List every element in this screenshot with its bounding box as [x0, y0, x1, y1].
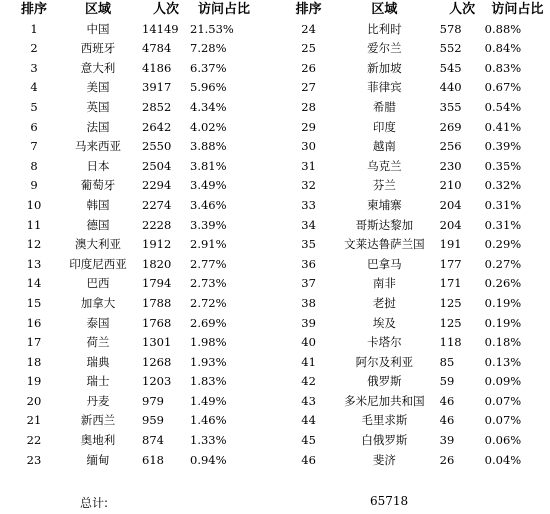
table-body	[14, 20, 258, 471]
visits-cell: 1788	[142, 295, 172, 310]
ranking-table-left	[14, 0, 258, 470]
region-cell: 阿尔及利亚	[355, 354, 414, 369]
rank-cell: 37	[301, 276, 316, 291]
rank-cell: 42	[301, 374, 316, 389]
region-cell: 希腊	[372, 99, 396, 114]
table-row	[288, 216, 550, 236]
region-cell: 菲律宾	[367, 80, 402, 95]
visits-cell: 2504	[142, 158, 172, 173]
share-cell: 0.07%	[484, 413, 522, 428]
table-row	[288, 255, 550, 275]
share-cell: 0.67%	[484, 80, 522, 95]
visits-cell: 1301	[142, 335, 172, 350]
share-cell: 0.94%	[190, 452, 227, 467]
share-cell: 0.09%	[484, 374, 522, 389]
rank-cell: 7	[30, 139, 38, 154]
rank-cell: 11	[26, 217, 42, 232]
region-cell: 法国	[86, 119, 110, 134]
visits-cell: 979	[142, 393, 164, 408]
rank-cell: 24	[301, 21, 316, 36]
region-cell: 西班牙	[80, 41, 116, 56]
visits-cell: 578	[439, 21, 462, 36]
rank-cell: 39	[301, 315, 316, 330]
visits-cell: 545	[439, 60, 462, 75]
share-cell: 0.32%	[484, 178, 522, 193]
table-row	[14, 39, 258, 59]
visits-cell: 256	[439, 139, 462, 154]
table-row	[288, 98, 550, 118]
rank-cell: 20	[26, 393, 42, 408]
table-row	[288, 59, 550, 79]
visits-cell: 2852	[142, 99, 172, 114]
table-row	[288, 294, 550, 314]
share-cell: 3.49%	[190, 178, 227, 193]
rank-cell: 10	[26, 197, 42, 212]
rank-cell: 8	[30, 158, 38, 173]
share-cell: 0.19%	[484, 315, 522, 330]
visits-cell: 959	[142, 413, 164, 428]
header-share: 访问占比	[491, 2, 544, 17]
visits-cell: 59	[439, 374, 455, 389]
region-cell: 马来西亚	[75, 139, 121, 154]
rank-cell: 25	[301, 41, 316, 56]
rank-cell: 26	[301, 60, 316, 75]
table-row	[14, 274, 258, 294]
rank-cell: 41	[301, 354, 316, 369]
table-row	[288, 451, 550, 471]
total-value: 65718	[370, 494, 409, 508]
region-cell: 巴拿马	[367, 256, 402, 271]
visits-cell: 2274	[142, 197, 172, 212]
table-row	[14, 196, 258, 216]
rank-cell: 35	[301, 237, 316, 252]
region-cell: 越南	[372, 139, 396, 154]
rank-cell: 34	[301, 217, 316, 232]
visits-cell: 4186	[142, 60, 172, 75]
table-row	[14, 59, 258, 79]
table-row	[288, 372, 550, 392]
table-row	[288, 235, 550, 255]
region-cell: 印度	[372, 119, 396, 134]
share-cell: 0.54%	[484, 99, 522, 114]
region-cell: 比利时	[367, 21, 402, 36]
share-cell: 0.06%	[484, 433, 522, 448]
table-row	[288, 157, 550, 177]
visits-cell: 177	[439, 256, 462, 271]
header-visits: 人次	[449, 2, 476, 17]
visits-cell: 171	[439, 276, 462, 291]
region-cell: 柬埔寨	[367, 197, 402, 212]
region-cell: 澳大利亚	[75, 237, 121, 252]
share-cell: 0.18%	[484, 335, 522, 350]
visits-cell: 1820	[142, 256, 172, 271]
header-region: 区域	[371, 2, 398, 17]
region-cell: 泰国	[86, 315, 110, 330]
share-cell: 0.31%	[484, 197, 522, 212]
share-cell: 2.72%	[190, 295, 227, 310]
share-cell: 7.28%	[190, 41, 227, 56]
share-cell: 0.31%	[484, 217, 522, 232]
region-cell: 韩国	[86, 197, 110, 212]
region-cell: 巴西	[86, 276, 110, 291]
region-cell: 中国	[86, 21, 110, 36]
visits-cell: 3917	[142, 80, 172, 95]
table-row	[288, 118, 550, 138]
table-row	[14, 216, 258, 236]
region-cell: 卡塔尔	[367, 335, 402, 350]
region-cell: 白俄罗斯	[361, 433, 408, 448]
table-row	[14, 392, 258, 412]
share-cell: 0.88%	[484, 21, 522, 36]
region-cell: 缅甸	[86, 452, 110, 467]
visits-cell: 2228	[142, 217, 172, 232]
share-cell: 1.93%	[190, 354, 227, 369]
rank-cell: 12	[26, 237, 42, 252]
header-share: 访问占比	[197, 2, 250, 17]
visits-cell: 1768	[142, 315, 172, 330]
share-cell: 0.39%	[484, 139, 522, 154]
table-row	[288, 78, 550, 98]
rank-cell: 19	[26, 374, 42, 389]
visits-cell: 269	[439, 119, 462, 134]
visits-cell: 26	[439, 452, 455, 467]
table-row	[14, 314, 258, 334]
region-cell: 英国	[86, 99, 110, 114]
table-row	[288, 274, 550, 294]
table-row	[288, 314, 550, 334]
visits-cell: 355	[439, 99, 462, 114]
region-cell: 南非	[372, 276, 396, 291]
region-cell: 日本	[86, 158, 110, 173]
region-cell: 荷兰	[86, 335, 110, 350]
region-cell: 德国	[86, 217, 110, 232]
header-rank: 排序	[20, 2, 47, 17]
total-label: 总计:	[80, 496, 109, 510]
share-cell: 0.27%	[484, 256, 522, 271]
visits-cell: 191	[439, 237, 462, 252]
rank-cell: 5	[30, 99, 38, 114]
rank-cell: 1	[30, 21, 38, 36]
table-row	[14, 451, 258, 471]
rank-cell: 16	[26, 315, 42, 330]
table-row	[288, 431, 550, 451]
rank-cell: 29	[301, 119, 316, 134]
share-cell: 3.81%	[190, 158, 227, 173]
rank-cell: 9	[30, 178, 38, 193]
rank-cell: 28	[301, 99, 316, 114]
visits-cell: 2642	[142, 119, 172, 134]
region-cell: 新西兰	[80, 413, 116, 428]
region-cell: 爱尔兰	[367, 41, 402, 56]
region-cell: 多米尼加共和国	[344, 393, 425, 408]
region-cell: 美国	[86, 80, 110, 95]
rank-cell: 44	[301, 413, 316, 428]
rank-cell: 27	[301, 80, 316, 95]
share-cell: 0.13%	[484, 354, 522, 369]
table-row	[288, 333, 550, 353]
visits-cell: 39	[439, 433, 455, 448]
rank-cell: 33	[301, 197, 316, 212]
visits-cell: 204	[439, 197, 462, 212]
share-cell: 2.91%	[190, 237, 227, 252]
table-row	[14, 78, 258, 98]
visits-cell: 440	[439, 80, 462, 95]
share-cell: 4.02%	[190, 119, 227, 134]
region-cell: 加拿大	[80, 295, 116, 310]
visits-cell: 2294	[142, 178, 172, 193]
region-cell: 文莱达鲁萨兰国	[344, 237, 425, 252]
visits-cell: 46	[439, 393, 455, 408]
share-cell: 0.19%	[484, 295, 522, 310]
region-cell: 葡萄牙	[80, 178, 116, 193]
share-cell: 3.39%	[190, 217, 227, 232]
rank-cell: 36	[301, 256, 316, 271]
region-cell: 俄罗斯	[367, 374, 402, 389]
table-row	[14, 157, 258, 177]
ranking-table-right	[288, 0, 550, 470]
share-cell: 0.84%	[484, 41, 522, 56]
table-row	[14, 333, 258, 353]
region-cell: 老挝	[372, 295, 396, 310]
visits-cell: 125	[439, 295, 462, 310]
table-row	[14, 294, 258, 314]
visits-cell: 552	[439, 41, 462, 56]
region-cell: 意大利	[80, 60, 116, 75]
share-cell: 2.73%	[190, 276, 227, 291]
rank-cell: 14	[26, 276, 42, 291]
table-row	[14, 353, 258, 373]
table-row	[288, 137, 550, 157]
table-row	[14, 255, 258, 275]
share-cell: 3.88%	[190, 139, 227, 154]
region-cell: 芬兰	[372, 178, 396, 193]
visits-cell: 2550	[142, 139, 172, 154]
table-row	[14, 372, 258, 392]
table-row	[288, 411, 550, 431]
region-cell: 新加坡	[367, 60, 402, 75]
rank-cell: 18	[26, 354, 42, 369]
visits-cell: 210	[439, 178, 462, 193]
rank-cell: 40	[301, 335, 316, 350]
rank-cell: 15	[26, 295, 42, 310]
rank-cell: 43	[301, 393, 316, 408]
region-cell: 斐济	[372, 452, 396, 467]
region-cell: 埃及	[372, 315, 396, 330]
table-row	[288, 176, 550, 196]
visits-cell: 118	[439, 335, 462, 350]
rank-cell: 45	[301, 433, 316, 448]
share-cell: 0.07%	[484, 393, 522, 408]
region-cell: 瑞士	[86, 374, 110, 389]
visits-cell: 1912	[142, 237, 172, 252]
visits-cell: 1794	[142, 276, 172, 291]
table-body	[288, 20, 550, 471]
share-cell: 4.34%	[190, 99, 227, 114]
region-cell: 乌克兰	[367, 158, 402, 173]
share-cell: 2.69%	[190, 315, 227, 330]
share-cell: 0.04%	[484, 452, 522, 467]
share-cell: 5.96%	[190, 80, 227, 95]
rank-cell: 6	[30, 119, 38, 134]
rank-cell: 21	[26, 413, 42, 428]
share-cell: 1.98%	[190, 335, 227, 350]
region-cell: 丹麦	[86, 393, 110, 408]
rank-cell: 32	[301, 178, 316, 193]
table-row	[14, 235, 258, 255]
header-region: 区域	[84, 2, 111, 17]
rank-cell: 31	[301, 158, 316, 173]
table-row	[14, 118, 258, 138]
share-cell: 1.83%	[190, 374, 227, 389]
header-visits: 人次	[152, 2, 179, 17]
table-row	[288, 39, 550, 59]
rank-cell: 17	[26, 335, 42, 350]
visits-cell: 1268	[142, 354, 172, 369]
region-cell: 奥地利	[80, 433, 116, 448]
share-cell: 3.46%	[190, 197, 227, 212]
visits-cell: 85	[439, 354, 455, 369]
region-cell: 瑞典	[86, 354, 110, 369]
share-cell: 2.77%	[190, 256, 227, 271]
region-cell: 毛里求斯	[361, 413, 408, 428]
share-cell: 1.46%	[190, 413, 227, 428]
visits-cell: 4784	[142, 41, 172, 56]
region-cell: 哥斯达黎加	[355, 217, 414, 232]
share-cell: 0.29%	[484, 237, 522, 252]
share-cell: 0.41%	[484, 119, 522, 134]
visits-cell: 14149	[142, 21, 179, 36]
table-row	[288, 353, 550, 373]
table-row	[288, 20, 550, 40]
share-cell: 0.35%	[484, 158, 522, 173]
table-row	[288, 196, 550, 216]
table-row	[14, 176, 258, 196]
table-row	[14, 98, 258, 118]
rank-cell: 13	[26, 256, 42, 271]
table-row	[14, 137, 258, 157]
rank-cell: 4	[30, 80, 38, 95]
rank-cell: 22	[26, 433, 42, 448]
share-cell: 21.53%	[190, 21, 234, 36]
share-cell: 1.49%	[190, 393, 227, 408]
visits-cell: 125	[439, 315, 462, 330]
table-row	[288, 392, 550, 412]
rank-cell: 23	[26, 452, 42, 467]
share-cell: 6.37%	[190, 60, 227, 75]
rank-cell: 2	[30, 41, 38, 56]
visits-cell: 1203	[142, 374, 172, 389]
rank-cell: 38	[301, 295, 316, 310]
visits-cell: 618	[142, 452, 164, 467]
rank-cell: 46	[301, 452, 316, 467]
share-cell: 0.83%	[484, 60, 522, 75]
header-row	[288, 0, 550, 20]
share-cell: 0.26%	[484, 276, 522, 291]
region-cell: 印度尼西亚	[69, 256, 127, 271]
table-row	[14, 431, 258, 451]
visits-cell: 204	[439, 217, 462, 232]
header-rank: 排序	[295, 2, 322, 17]
header-row	[14, 0, 258, 20]
visits-cell: 230	[439, 158, 462, 173]
rank-cell: 3	[30, 60, 38, 75]
visits-cell: 874	[142, 433, 164, 448]
rank-cell: 30	[301, 139, 316, 154]
table-row	[14, 411, 258, 431]
share-cell: 1.33%	[190, 433, 227, 448]
visits-cell: 46	[439, 413, 455, 428]
table-row	[14, 20, 258, 40]
